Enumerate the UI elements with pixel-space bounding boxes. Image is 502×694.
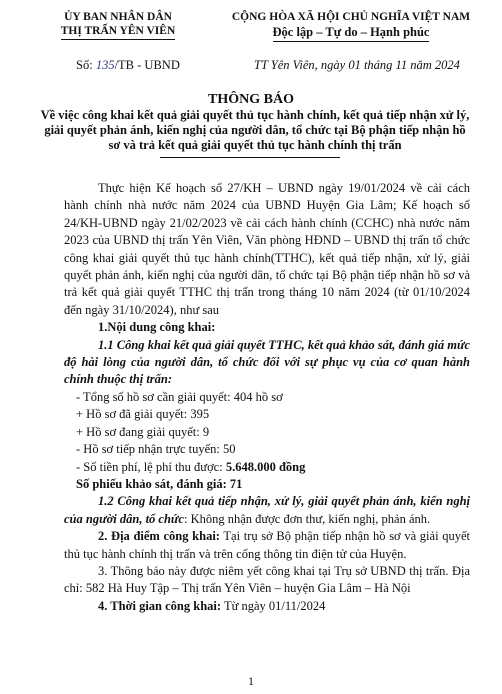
section-2-label: 2. Địa điểm công khai: bbox=[98, 529, 220, 544]
subsection-1-2-text: : Không nhận được đơn thư, kiến nghị, phản ánh. bbox=[183, 511, 431, 526]
stat-pending-files: + Hồ sơ đang giải quyết: 9 bbox=[76, 424, 210, 439]
stat-resolved-files: + Hồ sơ đã giải quyết: 395 bbox=[76, 407, 210, 422]
document-number bbox=[76, 58, 180, 73]
authority-line-2: THỊ TRẤN YÊN VIÊN bbox=[61, 24, 176, 40]
authority-line-1: ỦY BAN NHÂN DÂN bbox=[64, 11, 172, 23]
subsection-1-2 bbox=[64, 493, 470, 528]
nation-name: CỘNG HÒA XÃ HỘI CHỦ NGHĨA VIỆT NAM bbox=[231, 11, 471, 23]
document-body bbox=[64, 180, 470, 615]
subsection-1-1: 1.1 Công khai kết quả giải quyết TTHC, kết quả khảo sát, đánh giá mức độ hài lòng của người dân, tổ chức đối với sự phục vụ của cơ quan hành chính thuộc thị trấn: bbox=[64, 337, 470, 387]
document-title: THÔNG BÁO bbox=[208, 92, 294, 107]
national-header bbox=[220, 10, 482, 42]
stat-online-files: - Hồ sơ tiếp nhận trực tuyến: 50 bbox=[76, 442, 236, 457]
national-motto: Độc lập – Tự do – Hạnh phúc bbox=[273, 25, 430, 42]
stat-total-files: - Tổng số hồ sơ cần giải quyết: 404 hồ sơ bbox=[76, 389, 283, 404]
section-1-heading: 1.Nội dung công khai: bbox=[98, 320, 216, 335]
doc-number-suffix: /TB - UBND bbox=[114, 58, 180, 72]
section-4 bbox=[64, 598, 470, 615]
intro-paragraph: Thực hiện Kế hoạch số 27/KH – UBND ngày 19/01/2024 về cải cách hành chính nhà nước năm 2024 của UBND Huyện Gia Lâm; Kế hoạch số 24/KH-UBND ngày 21/02/2023 về cải cách hành chính (CCHC) nhà nước năm 2023 của UBND thị trấn Yên Viên, Văn phòng HĐND – UBND thị trấn tổ chức công khai giải quyết thủ tục hành chính(TTHC), kết quả tiếp nhận, xử lý, giải quyết phản ánh, kiến nghị của người dân, tổ chức tại Bộ phận tiếp nhận hồ sơ và trả kết quả giải quyết TTHC thị trấn trong tháng 10 năm 2024 (từ 01/10/2024 đến ngày 31/10/2024), như sau bbox=[64, 181, 470, 317]
section-2 bbox=[64, 528, 470, 563]
section-3: 3. Thông báo này được niêm yết công khai tại Trụ sở UBND thị trấn. Địa chỉ: 582 Hà Huy Tập – Thị trấn Yên Viên – huyện Gia Lâm – Hà Nội bbox=[64, 563, 470, 596]
survey-count: Số phiếu khảo sát, đánh giá: 71 bbox=[76, 476, 243, 491]
subject-divider bbox=[160, 157, 340, 158]
fee-label: - Số tiền phí, lệ phí thu được: bbox=[76, 459, 226, 474]
section-4-label: 4. Thời gian công khai: bbox=[98, 598, 222, 613]
handwritten-number: 135 bbox=[95, 58, 115, 72]
document-subject: Về việc công khai kết quả giải quyết thủ tục hành chính, kết quả tiếp nhận xử lý, giải quyết phản ánh, kiến nghị của người dân, tổ chức tại Bộ phận tiếp nhận hồ sơ và trả kết quả giải quyết thủ tục hành chính thị trấn bbox=[40, 108, 470, 152]
page-number: 1 bbox=[248, 674, 254, 688]
fee-value: 5.648.000 đồng bbox=[225, 459, 306, 474]
issuing-authority bbox=[48, 10, 188, 40]
issue-date: TT Yên Viên, ngày 01 tháng 11 năm 2024 bbox=[254, 58, 460, 72]
doc-number-prefix: Số: bbox=[76, 58, 96, 72]
section-4-text: Từ ngày 01/11/2024 bbox=[221, 598, 326, 613]
stat-fees bbox=[64, 459, 470, 476]
section-2-text: Tại trụ sở Bộ phận tiếp nhận hồ sơ và giải quyết thủ tục hành chính thị trấn và trên cổng thông tin điện tử của Huyện. bbox=[64, 529, 470, 561]
subsection-1-2-label: 1.2 Công khai kết quả tiếp nhận, xử lý, giải quyết phản ánh, kiến nghị của người dân, tổ chức bbox=[64, 494, 470, 526]
